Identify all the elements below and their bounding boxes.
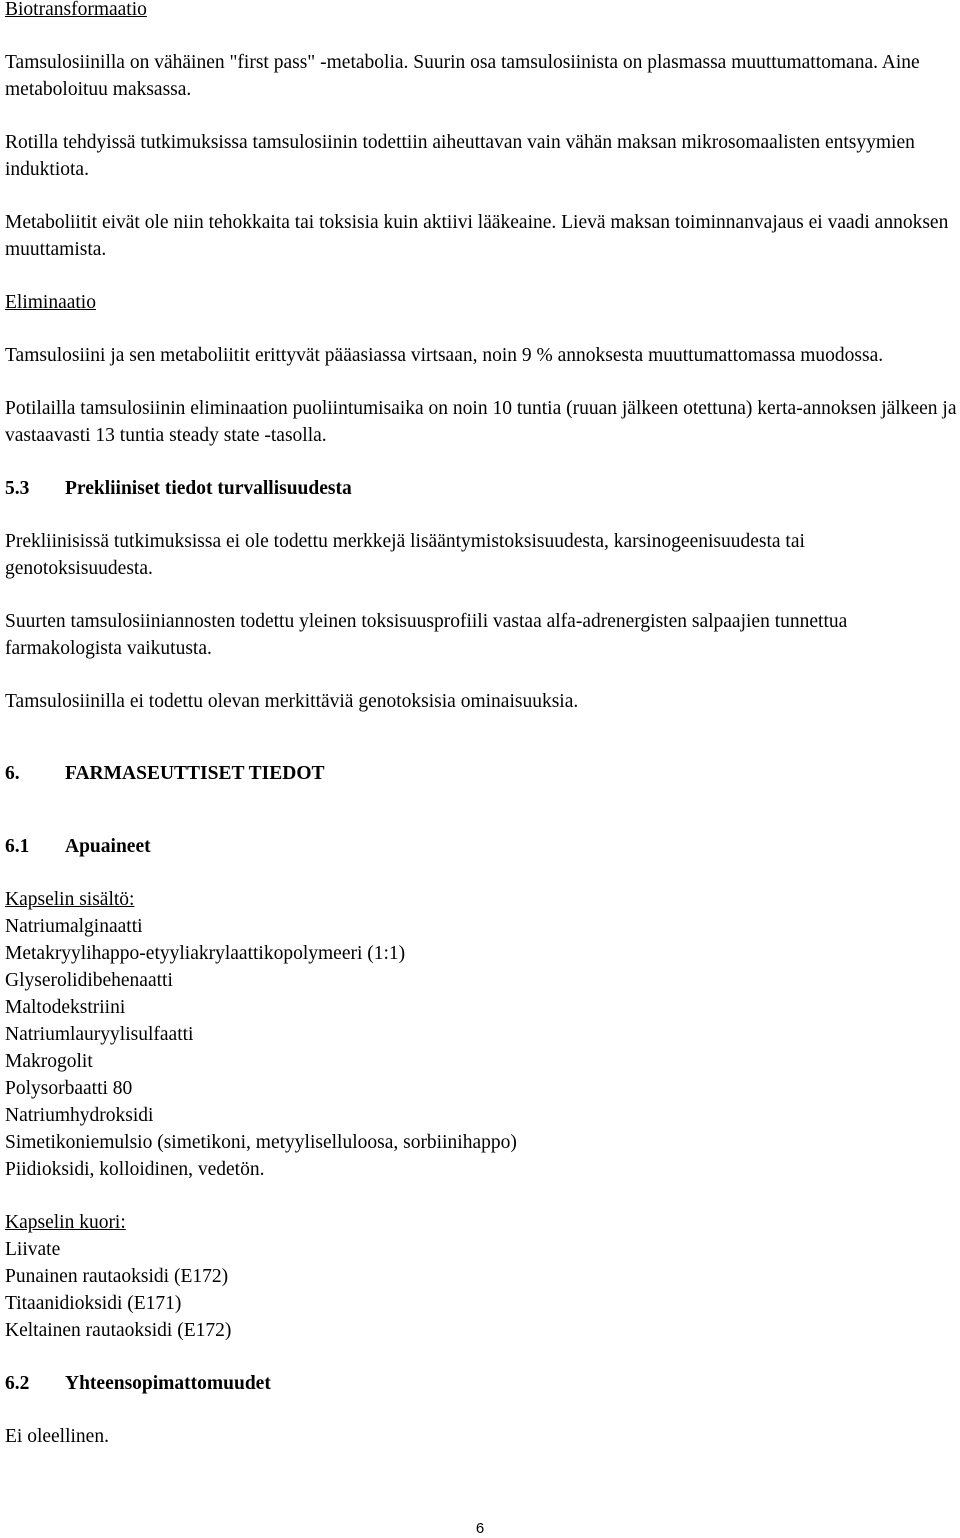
list-item: Natriumhydroksidi (5, 1105, 154, 1126)
elimination-paragraph-1: Tamsulosiini ja sen metaboliitit erittyvät pääasiassa virtsaan, noin 9 % annoksesta muuttumattomassa muodossa. (5, 345, 884, 366)
list-item: Liivate (5, 1239, 61, 1260)
section-6-1-number: 6.1 (5, 836, 30, 857)
section-6-heading (5, 760, 957, 787)
list-item: Piidioksidi, kolloidinen, vedetön. (5, 1159, 265, 1180)
biotransformation-paragraph-3: Metaboliitit eivät ole niin tehokkaita tai toksisia kuin aktiivi lääkeaine. Lievä maksan toiminnanvajaus ei vaadi annoksen muuttamista. (5, 212, 949, 260)
capsule-shell-label: Kapselin kuori: (5, 1212, 126, 1233)
section-6-number: 6. (5, 763, 20, 784)
biotransformation-heading: Biotransformaatio (5, 0, 147, 20)
section-6-1-heading (5, 833, 957, 860)
list-item: Natriumlauryylisulfaatti (5, 1024, 194, 1045)
section-5-3-paragraph-2: Suurten tamsulosiiniannosten todettu yleinen toksisuusprofiili vastaa alfa-adrenergisten salpaajien tunnettua farmakologista vaikutusta. (5, 611, 848, 659)
list-item: Simetikoniemulsio (simetikoni, metyyliselluloosa, sorbiinihappo) (5, 1132, 517, 1153)
section-5-3-paragraph-3: Tamsulosiinilla ei todettu olevan merkittäviä genotoksisia ominaisuuksia. (5, 691, 579, 712)
list-item: Metakryylihappo-etyyliakrylaattikopolymeeri (1:1) (5, 943, 406, 964)
list-item: Titaanidioksidi (E171) (5, 1293, 182, 1314)
biotransformation-paragraph-2: Rotilla tehdyissä tutkimuksissa tamsulosiinin todettiin aiheuttavan vain vähän maksan mikrosomaalisten entsyymien induktiota. (5, 132, 915, 180)
capsule-shell-list (5, 1236, 957, 1344)
document-page (5, 0, 957, 1450)
biotransformation-paragraph-1: Tamsulosiinilla on vähäinen "first pass" -metabolia. Suurin osa tamsulosiinista on plasmassa muuttumattomana. Aine metaboloituu maksassa. (5, 52, 920, 100)
section-6-2-heading (5, 1370, 957, 1397)
section-6-2-text: Ei oleellinen. (5, 1426, 109, 1447)
page-number: 6 (475, 1520, 485, 1537)
section-6-2-number: 6.2 (5, 1373, 30, 1394)
section-5-3-number: 5.3 (5, 478, 30, 499)
section-5-3-paragraph-1: Prekliinisissä tutkimuksissa ei ole todettu merkkejä lisääntymistoksisuudesta, karsinogeenisuudesta tai genotoksisuudesta. (5, 531, 805, 579)
list-item: Keltainen rautaoksidi (E172) (5, 1320, 232, 1341)
section-6-1-title: Apuaineet (65, 836, 151, 857)
section-6-title: FARMASEUTTISET TIEDOT (65, 763, 325, 784)
section-5-3-heading (5, 475, 957, 502)
list-item: Polysorbaatti 80 (5, 1078, 133, 1099)
capsule-contents-label: Kapselin sisältö: (5, 889, 135, 910)
list-item: Makrogolit (5, 1051, 93, 1072)
section-5-3-title: Prekliiniset tiedot turvallisuudesta (65, 478, 352, 499)
list-item: Punainen rautaoksidi (E172) (5, 1266, 229, 1287)
list-item: Glyserolidibehenaatti (5, 970, 173, 991)
section-6-2-title: Yhteensopimattomuudet (65, 1373, 271, 1394)
elimination-paragraph-2: Potilailla tamsulosiinin eliminaation puoliintumisaika on noin 10 tuntia (ruuan jälkeen otettuna) kerta-annoksen jälkeen ja vastaavasti 13 tuntia steady state -tasolla. (5, 398, 957, 446)
elimination-heading: Eliminaatio (5, 292, 96, 313)
list-item: Natriumalginaatti (5, 916, 143, 937)
capsule-contents-list (5, 913, 957, 1183)
list-item: Maltodekstriini (5, 997, 126, 1018)
